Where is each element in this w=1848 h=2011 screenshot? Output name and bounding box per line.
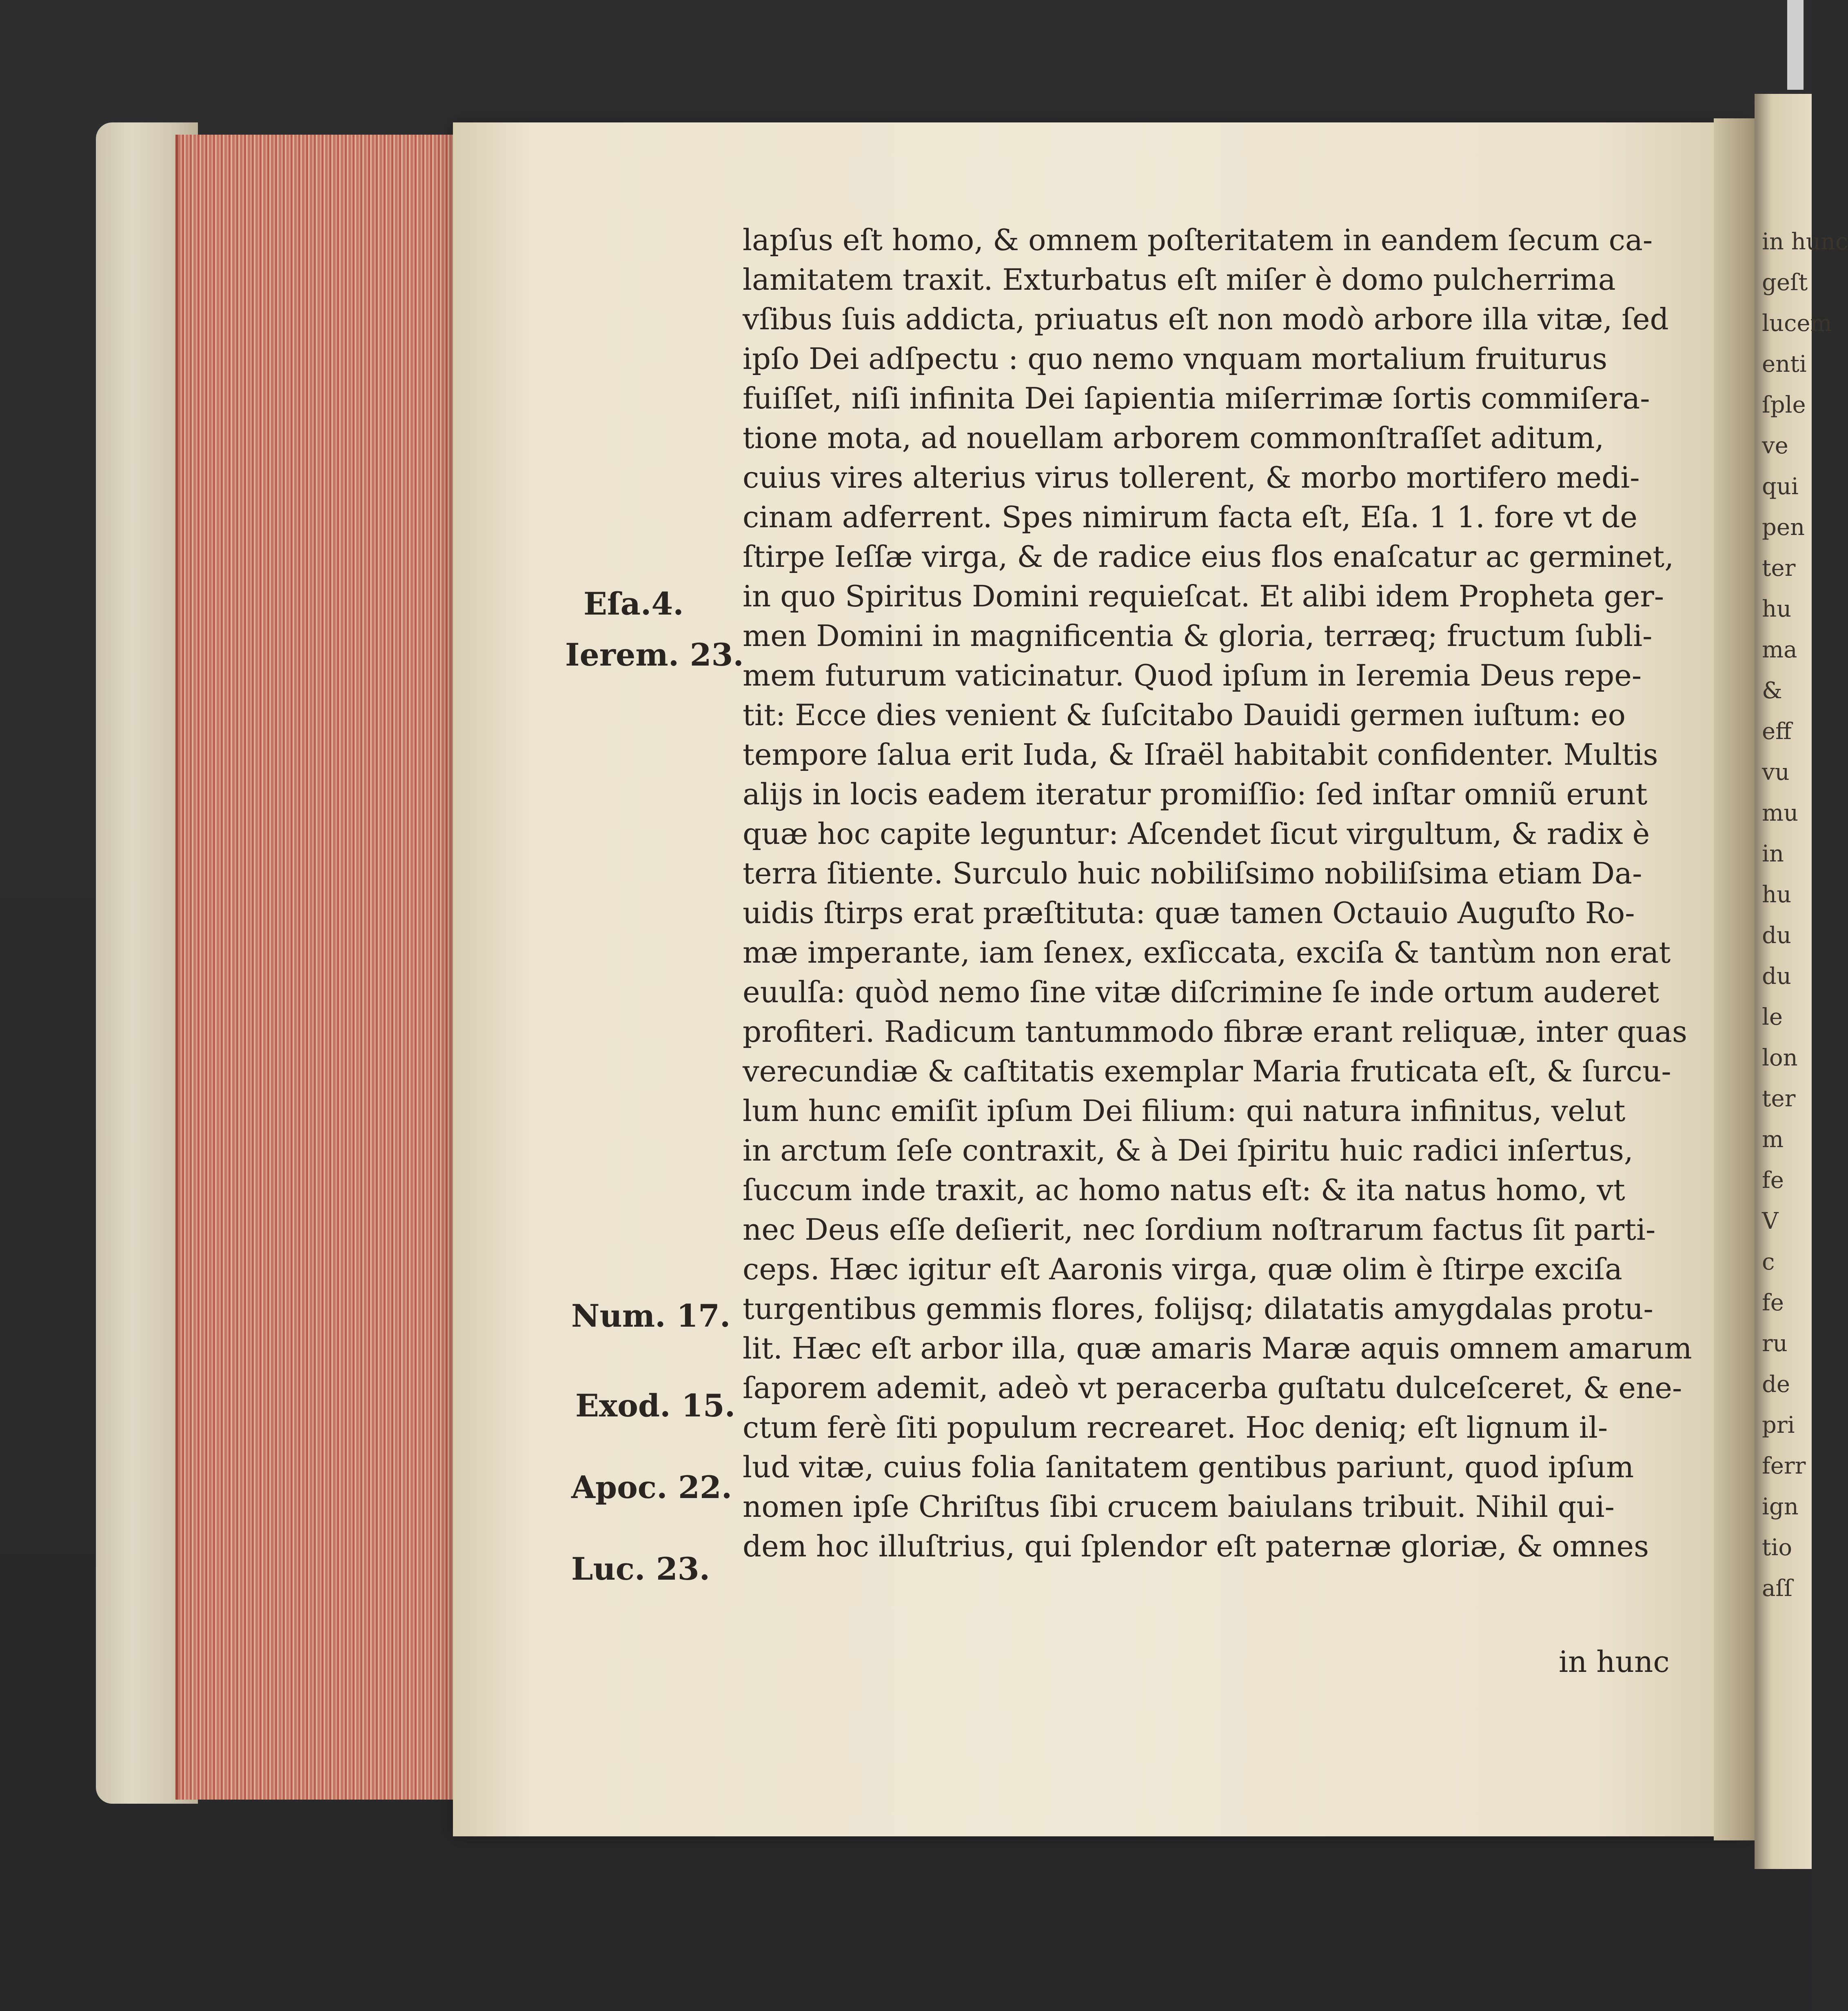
text-line: terra ſitiente. Surculo huic nobiliſsimo nobiliſsima etiam Da- <box>743 856 1642 890</box>
text-line: men Domini in magnificentia & gloria, terræq; fructum ſubli- <box>743 619 1653 653</box>
margin-note-esa: Eſa.4. <box>583 586 684 622</box>
right-page-fragment: ter <box>1762 1085 1796 1112</box>
right-page-fragment: ferr <box>1762 1453 1806 1479</box>
text-line: verecundiæ & caſtitatis exemplar Maria fruticata eſt, & ſurcu- <box>743 1054 1671 1088</box>
text-line: lum hunc emiſit ipſum Dei filium: qui natura infinitus, velut <box>743 1094 1626 1128</box>
text-line: tit: Ecce dies venient & ſuſcitabo Dauidi germen iuſtum: eo <box>743 698 1626 732</box>
text-line: ipſo Dei adſpectu : quo nemo vnquam mortalium fruiturus <box>743 342 1608 376</box>
right-page-fragment: du <box>1762 963 1791 990</box>
catchword: in hunc <box>1559 1645 1670 1679</box>
right-page-fragment: ma <box>1762 637 1797 663</box>
right-page-fragment: ign <box>1762 1494 1799 1520</box>
right-page-fragment: du <box>1762 922 1791 949</box>
right-page-fragment: pen <box>1762 514 1805 541</box>
right-page-fragment: le <box>1762 1004 1783 1030</box>
text-line: profiteri. Radicum tantummodo fibræ erant reliquæ, inter quas <box>743 1014 1687 1049</box>
right-page-fragment: ve <box>1762 433 1788 459</box>
text-line: vſibus ſuis addicta, priuatus eſt non modò arbore illa vitæ, ſed <box>743 302 1669 336</box>
text-line: ctum ferè ſiti populum recrearet. Hoc deniq; eſt lignum il- <box>743 1410 1608 1445</box>
text-line: dem hoc illuſtrius, qui ſplendor eſt paternæ gloriæ, & omnes <box>743 1529 1649 1563</box>
text-line: lit. Hæc eſt arbor illa, quæ amaris Maræ aquis omnem amarum <box>743 1331 1692 1365</box>
right-page-fragment: ſple <box>1762 392 1806 418</box>
right-page-fragment: tio <box>1762 1534 1793 1561</box>
text-line: nec Deus eſſe deſierit, nec ſordium noſtrarum factus ſit parti- <box>743 1212 1656 1247</box>
text-line: alijs in locis eadem iteratur promiſſio: ſed inſtar omniũ erunt <box>743 777 1648 811</box>
text-line: uidis ſtirps erat præſtituta: quæ tamen Octauio Auguſto Ro- <box>743 896 1635 930</box>
margin-note-apoc: Apoc. 22. <box>571 1469 732 1505</box>
text-line: in quo Spiritus Domini requieſcat. Et alibi idem Propheta ger- <box>743 579 1664 613</box>
right-page-fragment: in hunc <box>1762 229 1848 255</box>
margin-note-num: Num. 17. <box>571 1298 731 1334</box>
text-line: quæ hoc capite leguntur: Aſcendet ſicut virgultum, & radix è <box>743 817 1650 851</box>
text-line: fuiſſet, niſi infinita Dei ſapientia miſerrimæ ſortis commiſera- <box>743 381 1650 415</box>
right-page-fragment: ru <box>1762 1330 1788 1357</box>
text-line: tempore ſalua erit Iuda, & Iſraël habitabit confidenter. Multis <box>743 737 1658 772</box>
right-page-fragment: lon <box>1762 1045 1798 1071</box>
right-page-fragment: aſſ <box>1762 1575 1793 1602</box>
right-page-fragment: geſt <box>1762 269 1808 296</box>
margin-note-ierem: Ierem. 23. <box>565 637 744 673</box>
text-line: lamitatem traxit. Exturbatus eſt miſer è domo pulcherrima <box>743 262 1616 297</box>
text-line: mæ imperante, iam ſenex, exſiccata, exciſa & tantùm non erat <box>743 935 1671 970</box>
right-page-fragment: m <box>1762 1126 1784 1153</box>
right-page-fragment: hu <box>1762 881 1792 908</box>
text-line: lud vitæ, cuius folia ſanitatem gentibus pariunt, quod ipſum <box>743 1450 1634 1484</box>
right-page-fragment: lucem <box>1762 310 1832 337</box>
right-page-fragment: qui <box>1762 473 1799 500</box>
right-page-fragment: pri <box>1762 1412 1795 1438</box>
right-page-fragment: V <box>1762 1208 1779 1234</box>
right-page-fragment: fe <box>1762 1167 1784 1194</box>
text-line: tione mota, ad nouellam arborem commonſtraſſet aditum, <box>743 421 1604 455</box>
right-page-fragment: vu <box>1762 759 1790 786</box>
text-line: cuius vires alterius virus tollerent, & morbo mortifero medi- <box>743 460 1640 495</box>
right-page-fragment: & <box>1762 677 1782 704</box>
text-line: in arctum ſeſe contraxit, & à Dei ſpiritu huic radici inſertus, <box>743 1133 1633 1168</box>
text-line: ſuccum inde traxit, ac homo natus eſt: & ita natus homo, vt <box>743 1173 1625 1207</box>
main-text-block <box>743 220 1692 1566</box>
text-line: euulſa: quòd nemo ſine vitæ diſcrimine ſe inde ortum auderet <box>743 975 1659 1009</box>
text-line: lapſus eſt homo, & omnem poſteritatem in eandem ſecum ca- <box>743 223 1653 257</box>
right-page-fragment: hu <box>1762 596 1792 622</box>
text-line: mem futurum vaticinatur. Quod ipſum in Ieremia Deus repe- <box>743 658 1642 693</box>
right-page-fragment: mu <box>1762 800 1799 826</box>
margin-note-exod: Exod. 15. <box>575 1387 736 1424</box>
right-page-fragment: ter <box>1762 555 1796 582</box>
right-page-fragment: in <box>1762 841 1784 867</box>
text-line: nomen ipſe Chriſtus ſibi crucem baiulans tribuit. Nihil qui- <box>743 1489 1615 1524</box>
right-page-fragment: c <box>1762 1249 1775 1275</box>
text-line: cinam adferrent. Spes nimirum facta eſt, Eſa. 1 1. fore vt de <box>743 500 1638 534</box>
red-fore-edge <box>175 135 464 1800</box>
text-line: ſtirpe Ieſſæ virga, & de radice eius flos enaſcatur ac germinet, <box>743 539 1674 574</box>
text-line: ſaporem ademit, adeò vt peracerba guſtatu dulceſceret, & ene- <box>743 1371 1682 1405</box>
ruler-mark <box>1787 0 1804 90</box>
right-page-fragment: eff <box>1762 718 1792 745</box>
right-page-sliver <box>1755 94 1848 1869</box>
right-page-fragment: enti <box>1762 351 1807 377</box>
text-line: turgentibus gemmis flores, folijsq; dilatatis amygdalas protu- <box>743 1292 1653 1326</box>
text-line: ceps. Hæc igitur eſt Aaronis virga, quæ olim è ſtirpe exciſa <box>743 1252 1622 1286</box>
right-page-fragment: fe <box>1762 1290 1784 1316</box>
margin-note-luc: Luc. 23. <box>571 1551 710 1587</box>
right-page-fragment: de <box>1762 1371 1790 1398</box>
